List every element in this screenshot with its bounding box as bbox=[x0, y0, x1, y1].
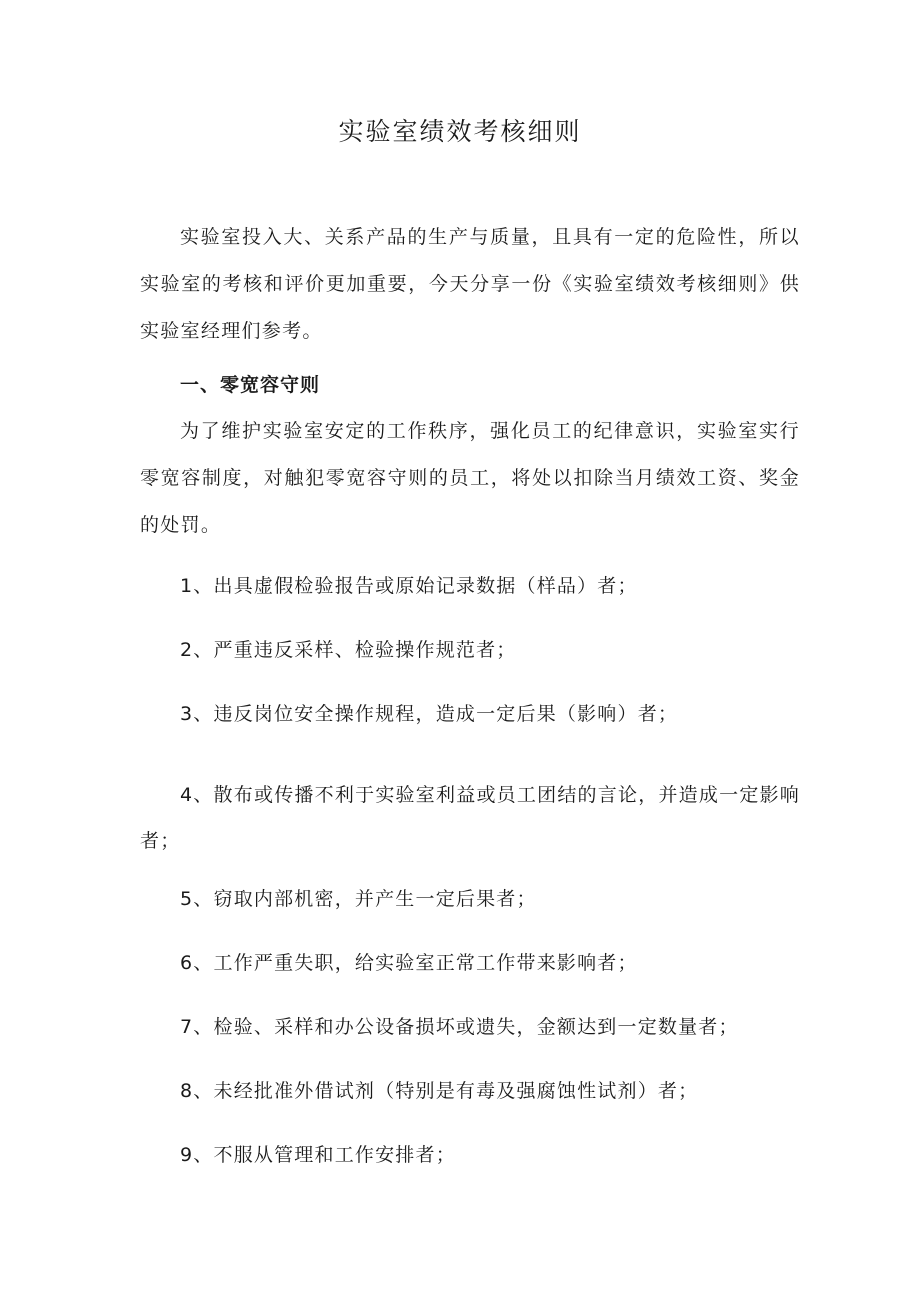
list-item: 3、违反岗位安全操作规程，造成一定后果（影响）者； bbox=[180, 703, 679, 725]
section-paragraph: 为了维护实验室安定的工作秩序，强化员工的纪律意识，实验室实行零宽容制度，对触犯零宽容守则的员工，将处以扣除当月绩效工资、奖金的处罚。 bbox=[140, 420, 800, 536]
list-item: 9、不服从管理和工作安排者； bbox=[180, 1144, 456, 1166]
document-title: 实验室绩效考核细则 bbox=[338, 117, 582, 146]
section-heading: 一、零宽容守则 bbox=[180, 374, 321, 396]
list-item: 6、工作严重失职，给实验室正常工作带来影响者； bbox=[180, 952, 638, 974]
list-item: 2、严重违反采样、检验操作规范者； bbox=[180, 639, 517, 661]
list-item: 1、出具虚假检验报告或原始记录数据（样品）者； bbox=[180, 575, 638, 597]
list-item: 5、窃取内部机密，并产生一定后果者； bbox=[180, 888, 537, 910]
list-item: 4、散布或传播不利于实验室利益或员工团结的言论，并造成一定影响者； bbox=[140, 784, 800, 852]
intro-paragraph: 实验室投入大、关系产品的生产与质量，且具有一定的危险性，所以实验室的考核和评价更加重要，今天分享一份《实验室绩效考核细则》供实验室经理们参考。 bbox=[140, 226, 800, 342]
list-item: 8、未经批准外借试剂（特别是有毒及强腐蚀性试剂）者； bbox=[180, 1080, 699, 1102]
list-item: 7、检验、采样和办公设备损坏或遗失，金额达到一定数量者； bbox=[180, 1016, 739, 1038]
